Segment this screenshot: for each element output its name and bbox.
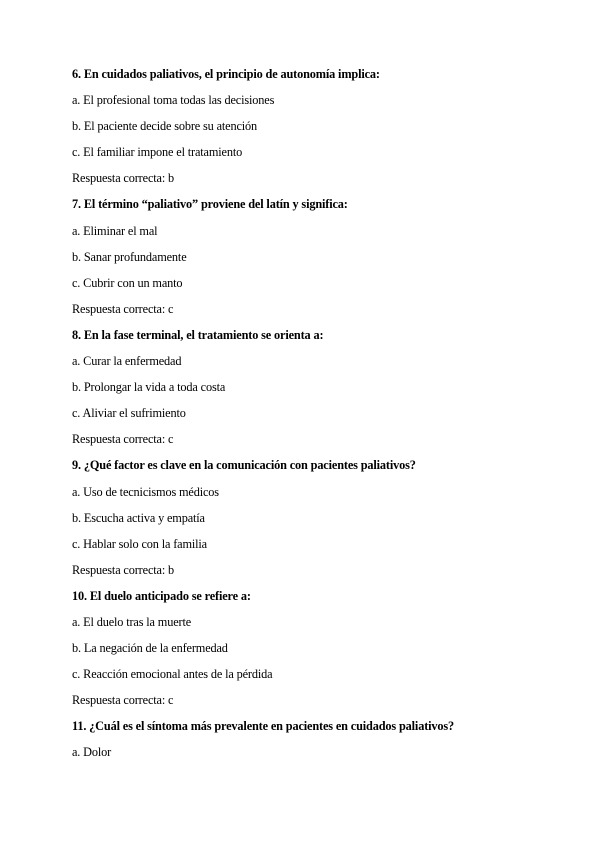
question-block <box>72 327 572 447</box>
question-title: 10. El duelo anticipado se refiere a: <box>72 588 251 603</box>
answer-option: c. Aliviar el sufrimiento <box>72 406 186 421</box>
answer-option: a. Dolor <box>72 745 112 760</box>
question-title: 9. ¿Qué factor es clave en la comunicación con pacientes paliativos? <box>72 458 416 473</box>
question-title: 7. El término “paliativo” proviene del latín y significa: <box>72 197 348 212</box>
question-block <box>72 196 572 316</box>
answer-option: a. Eliminar el mal <box>72 223 158 238</box>
correct-answer: Respuesta correcta: c <box>72 301 174 316</box>
answer-option: b. Escucha activa y empatía <box>72 510 205 525</box>
answer-option: b. La negación de la enfermedad <box>72 641 228 656</box>
question-block <box>72 66 572 186</box>
correct-answer: Respuesta correcta: b <box>72 171 175 186</box>
answer-option: c. Cubrir con un manto <box>72 275 183 290</box>
answer-option: b. Prolongar la vida a toda costa <box>72 380 226 395</box>
question-title: 6. En cuidados paliativos, el principio de autonomía implica: <box>72 67 380 81</box>
question-title: 11. ¿Cuál es el síntoma más prevalente en pacientes en cuidados paliativos? <box>72 719 455 734</box>
correct-answer: Respuesta correcta: b <box>72 562 175 577</box>
answer-option: c. El familiar impone el tratamiento <box>72 145 243 160</box>
document-page <box>72 66 572 771</box>
correct-answer: Respuesta correcta: c <box>72 693 174 708</box>
answer-option: c. Reacción emocional antes de la pérdida <box>72 667 273 682</box>
answer-option: c. Hablar solo con la familia <box>72 536 207 551</box>
correct-answer: Respuesta correcta: c <box>72 432 174 447</box>
answer-option: a. El duelo tras la muerte <box>72 614 192 629</box>
question-block <box>72 457 572 577</box>
answer-option: a. El profesional toma todas las decisiones <box>72 93 275 108</box>
question-block <box>72 588 572 708</box>
question-block <box>72 718 572 760</box>
answer-option: b. El paciente decide sobre su atención <box>72 119 258 134</box>
question-title: 8. En la fase terminal, el tratamiento se orienta a: <box>72 327 324 342</box>
answer-option: b. Sanar profundamente <box>72 249 187 264</box>
answer-option: a. Uso de tecnicismos médicos <box>72 484 219 499</box>
answer-option: a. Curar la enfermedad <box>72 354 182 369</box>
